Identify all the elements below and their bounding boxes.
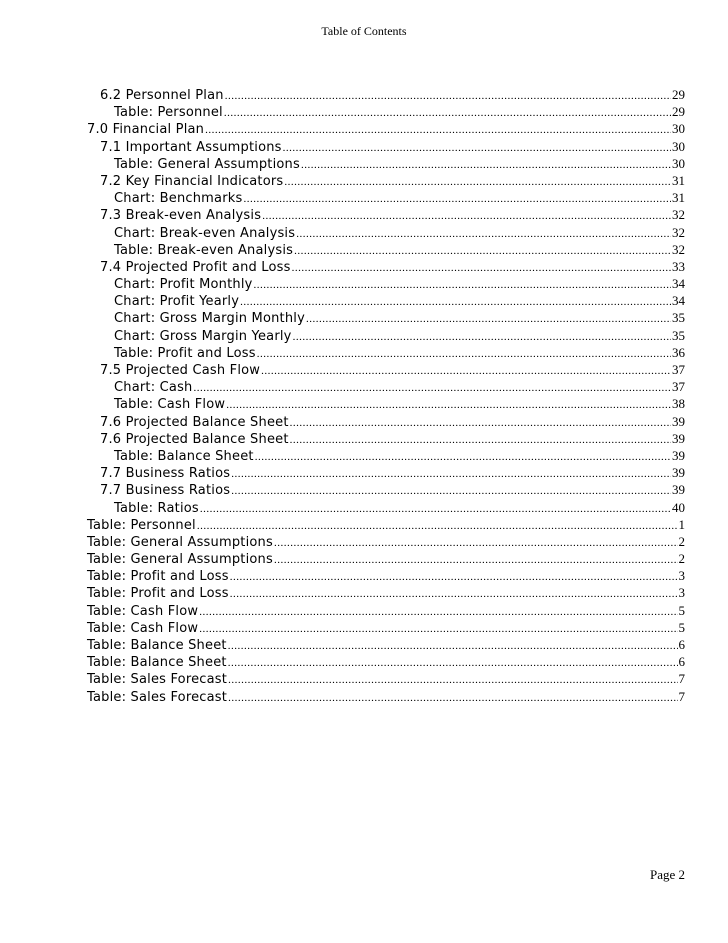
toc-entry-page-number: 32 (672, 224, 685, 240)
toc-entry[interactable] (87, 155, 685, 172)
toc-leader-dots (274, 535, 678, 552)
toc-entry-label: 7.2 Key Financial Indicators (100, 173, 284, 189)
toc-leader-dots (231, 466, 671, 483)
toc-leader-dots (296, 226, 671, 243)
toc-entry-label: 7.3 Break-even Analysis (100, 208, 262, 224)
toc-leader-dots (306, 311, 671, 328)
toc-entry-page-number: 32 (672, 241, 685, 257)
toc-entry[interactable] (87, 653, 685, 670)
toc-leader-dots (228, 638, 678, 655)
toc-entry[interactable] (87, 550, 685, 567)
toc-entry-page-number: 37 (672, 379, 685, 395)
toc-entry-page-number: 31 (672, 172, 685, 188)
toc-entry-page-number: 3 (678, 585, 685, 601)
toc-entry-page-number: 34 (672, 293, 685, 309)
toc-entry[interactable] (87, 344, 685, 361)
toc-entry[interactable] (87, 361, 685, 378)
toc-leader-dots (199, 604, 677, 621)
toc-entry-page-number: 37 (672, 362, 685, 377)
toc-leader-dots (230, 586, 678, 603)
toc-entry-page-number: 31 (672, 190, 685, 206)
toc-entry-page-number: 29 (672, 104, 685, 120)
toc-entry-page-number: 3 (678, 568, 685, 584)
toc-entry-label: 7.0 Financial Plan (87, 122, 205, 138)
toc-leader-dots (294, 243, 671, 260)
toc-entry-label: Chart: Cash (114, 380, 193, 396)
toc-entry-label: 7.1 Important Assumptions (100, 139, 282, 155)
toc-entry[interactable] (87, 172, 685, 189)
toc-entry-page-number: 5 (678, 602, 685, 618)
toc-entry[interactable] (87, 533, 685, 550)
toc-entry-page-number: 39 (672, 413, 685, 429)
toc-entry[interactable] (87, 327, 685, 344)
toc-entry-page-number: 39 (672, 447, 685, 463)
toc-entry-label: 7.7 Business Ratios (100, 483, 231, 499)
toc-entry-label: Table: Personnel (87, 517, 196, 533)
toc-entry-page-number: 1 (678, 516, 685, 532)
toc-entry-label: Chart: Profit Yearly (114, 294, 240, 310)
toc-leader-dots (197, 518, 678, 535)
toc-leader-dots (301, 157, 671, 174)
toc-entry[interactable] (87, 636, 685, 653)
toc-entry-page-number: 2 (678, 533, 685, 549)
toc-entry[interactable] (87, 189, 685, 206)
toc-entry-page-number: 2 (678, 551, 685, 567)
toc-entry-page-number: 33 (672, 258, 685, 274)
toc-entry[interactable] (87, 138, 685, 155)
toc-entry-page-number: 38 (672, 396, 685, 412)
toc-entry[interactable] (87, 309, 685, 326)
toc-leader-dots (254, 277, 671, 294)
toc-entry-label: Chart: Benchmarks (114, 191, 243, 207)
toc-entry-label: Table: General Assumptions (114, 156, 300, 172)
toc-entry-page-number: 29 (672, 87, 685, 102)
toc-entry-label: Table: Cash Flow (114, 397, 226, 413)
toc-entry-page-number: 39 (672, 430, 685, 446)
toc-entry-page-number: 30 (672, 138, 685, 154)
toc-entry[interactable] (87, 516, 685, 533)
toc-entry[interactable] (87, 464, 685, 481)
toc-entry-label: Table: Balance Sheet (87, 655, 227, 671)
toc-entry-page-number: 39 (672, 482, 685, 498)
toc-leader-dots (293, 329, 671, 346)
toc-entry-label: Chart: Profit Monthly (114, 277, 253, 293)
toc-entry[interactable] (87, 395, 685, 412)
toc-entry[interactable] (87, 378, 685, 395)
toc-entry-page-number: 36 (672, 344, 685, 360)
toc-entry-label: 7.6 Projected Balance Sheet (100, 414, 289, 430)
toc-entry-label: 7.5 Projected Cash Flow (100, 363, 261, 378)
toc-entry-label: 7.4 Projected Profit and Loss (100, 259, 291, 275)
toc-leader-dots (226, 397, 671, 414)
toc-entry-page-number: 5 (678, 619, 685, 635)
toc-entry[interactable] (87, 413, 685, 430)
toc-entry-label: Table: Profit and Loss (87, 586, 229, 602)
toc-entry[interactable] (87, 275, 685, 292)
toc-entry[interactable] (87, 430, 685, 447)
toc-entry-page-number: 39 (672, 465, 685, 481)
toc-leader-dots (261, 363, 671, 380)
toc-entry[interactable] (87, 447, 685, 464)
toc-leader-dots (231, 483, 671, 500)
toc-leader-dots (262, 208, 671, 225)
toc-entry[interactable] (87, 584, 685, 601)
toc-entry-label: Table: General Assumptions (87, 534, 273, 550)
toc-entry-label: 7.7 Business Ratios (100, 466, 231, 482)
toc-entry-label: Table: Ratios (114, 500, 199, 516)
toc-leader-dots (194, 380, 672, 397)
toc-entry[interactable] (87, 688, 685, 705)
toc-entry[interactable] (87, 499, 685, 516)
toc-entry-page-number: 7 (678, 671, 685, 687)
toc-entry-label: Table: Sales Forecast (87, 689, 228, 705)
toc-entry-label: 6.2 Personnel Plan (100, 88, 224, 103)
toc-leader-dots (243, 191, 671, 208)
toc-leader-dots (292, 260, 671, 277)
page-header-title: Table of Contents (321, 24, 407, 38)
toc-entry[interactable] (87, 567, 685, 584)
page-number-footer: Page 2 (649, 867, 685, 882)
toc-leader-dots (255, 449, 671, 466)
toc-entry-page-number: 35 (672, 310, 685, 326)
toc-entry-page-number: 30 (672, 155, 685, 171)
toc-entry[interactable] (87, 103, 685, 120)
toc-leader-dots (240, 294, 671, 311)
toc-entry-label: Table: Break-even Analysis (114, 242, 294, 258)
toc-entry-page-number: 7 (678, 688, 685, 704)
toc-entry-label: Table: Profit and Loss (114, 345, 256, 361)
toc-entry-page-number: 6 (678, 637, 685, 652)
toc-entry[interactable] (87, 602, 685, 619)
toc-entry[interactable] (87, 86, 685, 103)
toc-entry[interactable] (87, 206, 685, 223)
toc-entry-page-number: 35 (672, 327, 685, 343)
toc-entry-page-number: 6 (678, 654, 685, 670)
toc-entry-label: Table: Profit and Loss (87, 569, 229, 585)
toc-leader-dots (290, 415, 671, 432)
toc-leader-dots (290, 432, 671, 449)
toc-entry[interactable] (87, 481, 685, 498)
toc-leader-dots (284, 174, 671, 191)
toc-entry-page-number: 40 (672, 499, 685, 515)
toc-entry-label: Table: Cash Flow (87, 620, 199, 636)
toc-entry-label: Chart: Break-even Analysis (114, 225, 296, 241)
toc-entry-label: Chart: Gross Margin Monthly (114, 311, 305, 327)
toc-leader-dots (230, 569, 678, 586)
toc-entry-label: Table: Balance Sheet (114, 448, 254, 464)
toc-leader-dots (228, 655, 678, 672)
toc-entry[interactable] (87, 120, 685, 137)
table-of-contents (87, 86, 685, 705)
toc-leader-dots (199, 621, 677, 638)
toc-leader-dots (225, 88, 671, 105)
toc-entry[interactable] (87, 241, 685, 258)
toc-leader-dots (228, 690, 677, 707)
toc-entry[interactable] (87, 258, 685, 275)
toc-entry-label: Table: General Assumptions (87, 552, 273, 568)
toc-entry[interactable] (87, 670, 685, 687)
toc-leader-dots (200, 501, 671, 518)
toc-leader-dots (274, 552, 678, 569)
toc-leader-dots (224, 105, 671, 122)
toc-entry[interactable] (87, 224, 685, 241)
toc-leader-dots (283, 140, 671, 157)
toc-entry-page-number: 32 (672, 207, 685, 223)
toc-entry-label: 7.6 Projected Balance Sheet (100, 431, 289, 447)
toc-entry-page-number: 30 (672, 121, 685, 137)
toc-entry[interactable] (87, 292, 685, 309)
toc-entry-label: Table: Balance Sheet (87, 638, 227, 653)
toc-entry-label: Table: Personnel (114, 105, 223, 121)
toc-entry-label: Table: Sales Forecast (87, 672, 228, 688)
toc-leader-dots (257, 346, 671, 363)
toc-entry-page-number: 34 (672, 276, 685, 292)
toc-entry-label: Chart: Gross Margin Yearly (114, 328, 292, 344)
toc-leader-dots (205, 122, 671, 139)
toc-entry-label: Table: Cash Flow (87, 603, 199, 619)
toc-entry[interactable] (87, 619, 685, 636)
toc-leader-dots (228, 672, 677, 689)
